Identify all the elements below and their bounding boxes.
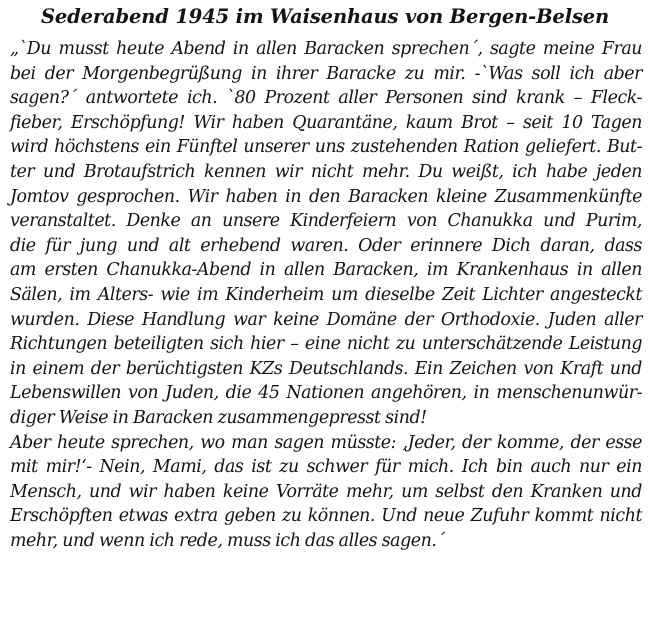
text-line: ter und Brotaufstrich kennen wir nicht mehr. Du weißt, ich habe jeden — [10, 161, 642, 182]
text-line: fieber, Erschöpfung! Wir haben Quarantäne, kaum Brot – seit 10 Tagen — [10, 112, 642, 133]
text-line: Sälen, im Alters- wie im Kinderheim um dieselbe Zeit Lichter angesteckt — [10, 284, 642, 305]
text-line: Richtungen beteiligten sich hier – eine nicht zu unterschätzende Leistung — [10, 334, 642, 355]
text-line: Lebenswillen von Juden, die 45 Nationen angehören, in menschenunwür- — [10, 383, 642, 404]
text-line: „`Du musst heute Abend in allen Baracken sprechen´, sagte meine Frau — [10, 39, 642, 59]
text-line: diger Weise in Baracken zusammengepresst sind! — [10, 407, 427, 428]
text-line: Aber heute sprechen, wo man sagen müsste: ‚Jeder, der komme, der esse — [10, 432, 642, 453]
text-line: sagen?´ antwortete ich. `80 Prozent aller Personen sind krank – Fleck- — [10, 88, 642, 109]
text-line: mehr, und wenn ich rede, muss ich das alles sagen.´ — [10, 530, 445, 551]
text-line: wird höchstens ein Fünftel unserer uns zustehenden Ration geliefert. But- — [10, 137, 642, 158]
text-line: mit mir!‘- Nein, Mami, das ist zu schwer für mich. Ich bin auch nur ein — [10, 457, 642, 478]
text-line: am ersten Chanukka-Abend in allen Baracken, im Krankenhaus in allen — [10, 260, 642, 281]
text-line: bei der Morgenbegrüßung in ihrer Baracke zu mir. -`Was soll ich aber — [10, 63, 642, 84]
document-title: Sederabend 1945 im Waisenhaus von Bergen-Belsen — [40, 5, 610, 28]
text-line: wurden. Diese Handlung war keine Domäne der Orthodoxie. Juden aller — [10, 309, 642, 330]
text-line: Jomtov gesprochen. Wir haben in den Baracken kleine Zusammenkünfte — [10, 186, 642, 207]
text-line: Mensch, und wir haben keine Vorräte mehr, um selbst den Kranken und — [10, 481, 642, 502]
text-line: in einem der berüchtigsten KZs Deutschlands. Ein Zeichen von Kraft und — [10, 358, 642, 379]
document-body — [10, 37, 642, 553]
text-line: die für jung und alt erhebend waren. Oder erinnere Dich daran, dass — [10, 235, 642, 256]
text-line: Erschöpften etwas extra geben zu können. Und neue Zufuhr kommt nicht — [10, 506, 642, 527]
text-line: veranstaltet. Denke an unsere Kinderfeiern von Chanukka und Purim, — [10, 211, 642, 232]
